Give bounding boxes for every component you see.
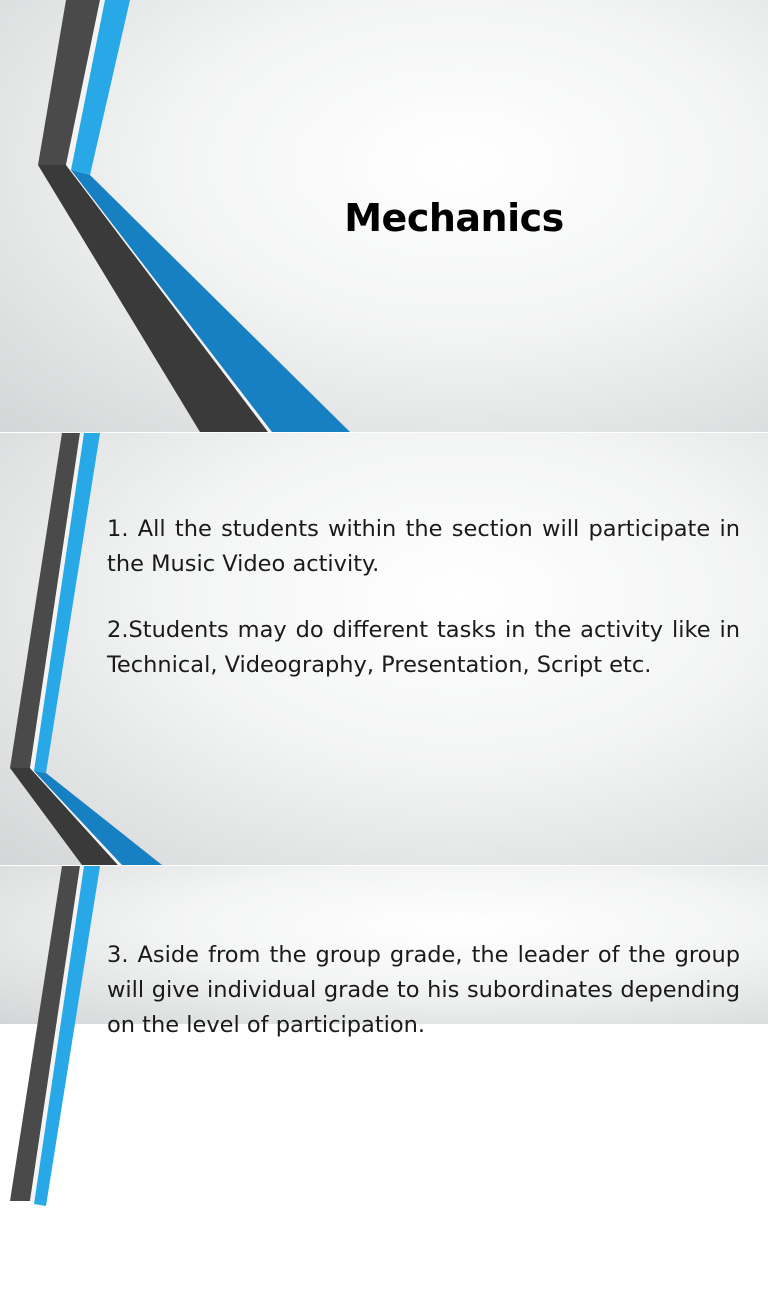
- slide-2: [0, 433, 768, 865]
- paragraph-3: 3. Aside from the group grade, the leader of the group will give individual grade to his subordinates depending on the level of participation.: [107, 942, 740, 1038]
- slide-decoration: [0, 866, 768, 1298]
- slide-3: [0, 866, 768, 1038]
- paragraph-2: 2.Students may do different tasks in the activity like in Technical, Videography, Presentation, Script etc.: [107, 617, 740, 678]
- slide-title: Mechanics: [344, 196, 564, 240]
- slide-1: [0, 0, 768, 432]
- paragraph-1: 1. All the students within the section will participate in the Music Video activity.: [107, 516, 740, 577]
